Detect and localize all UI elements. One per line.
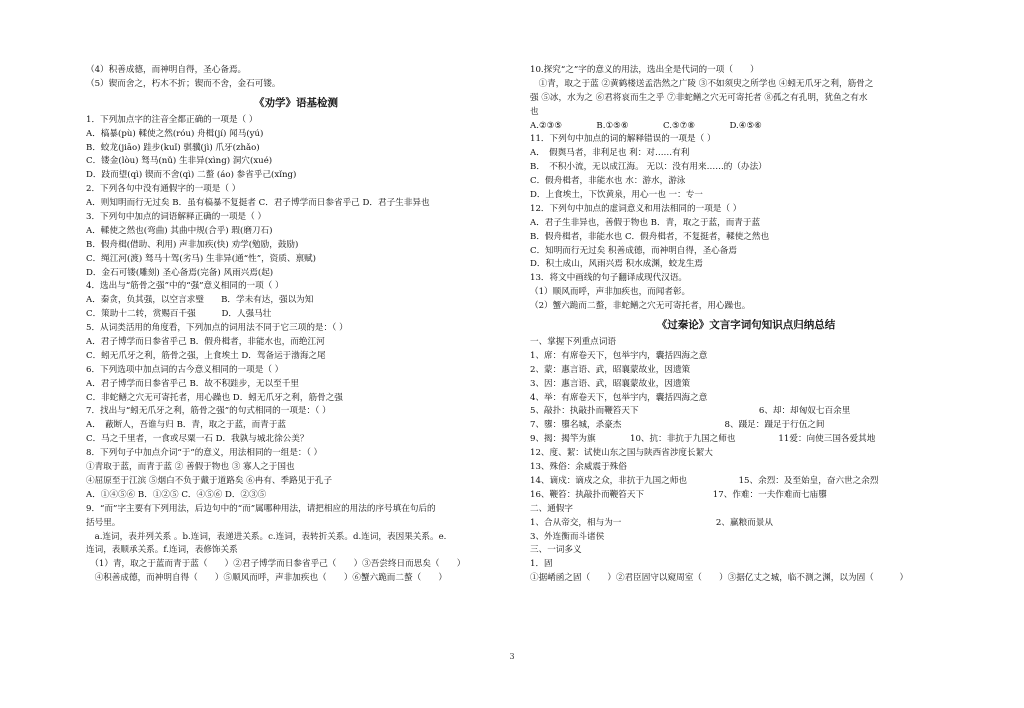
right-column [530, 64, 962, 586]
text-line: A． 假舆马者，非利足也 利：对……有利 [530, 148, 690, 159]
text-line: 1、席：有席卷天下，包举宇内，囊括四海之意 [530, 350, 708, 361]
text-line: 12、度、絜：试使山东之国与陕西省涉度长絜大 [530, 448, 713, 459]
text-line: C．假舟楫者，非能水也 水：游水，游泳 [530, 176, 686, 187]
section-title-quanxue: 《劝学》语基检测 [254, 96, 338, 109]
text-line: 9、揭：揭竿为旗 10、抗：非抗于九国之师也 11爱：向使三国各爱其地 [530, 434, 876, 445]
text-line: 7．找出与“蚓无爪牙之利，筋骨之强”的句式相同的一项是：（ ） [86, 406, 331, 417]
text-line: 括号里。 [86, 517, 121, 528]
text-line: 4．选出与“筋骨之强”中的“强”意义相同的一项（ ） [86, 281, 284, 292]
text-line: A．①④⑤⑥ B．①②⑤ C．④⑤⑥ D．②③⑤ [86, 489, 267, 500]
text-line: A．君子博学而日参省乎己 B．故不积跬步，无以至千里 [86, 378, 299, 389]
text-line: 2．下列各句中没有通假字的一项是（ ） [86, 184, 241, 195]
text-line: C．非蛇鳝之穴无可寄托者，用心躁也 D．蚓无爪牙之利，筋骨之强 [86, 392, 343, 403]
text-line: C．策助十二转，赏赐百千强 D．人强马壮 [86, 309, 272, 320]
text-line: D．上食埃土，下饮黄泉，用心一也 一：专一 [530, 190, 703, 201]
left-column [86, 64, 506, 586]
text-line: 3、外连衡而斗诸侯 [530, 531, 605, 542]
text-line: 强 ⑤冰，水为之 ⑥君将哀而生之乎 ⑦非蛇鳝之穴无可寄托者 ⑧孤之有孔明，犹鱼之有水 [530, 92, 868, 103]
text-line: （4）积善成德，而神明自得，圣心备焉。 [86, 65, 247, 75]
text-line: A．则知明而行无过矣 B．虽有槁暴不复挺者 C．君子博学而日参省乎己 D．君子生非异也 [86, 198, 430, 209]
right-text-block [530, 336, 962, 586]
text-line: 5、敲扑：执敲扑而鞭笞天下 6、却：却匈奴七百余里 [530, 406, 851, 417]
text-line: 16、鞭笞：执敲扑而鞭笞天下 17、作难：一夫作难而七庙隳 [530, 489, 827, 500]
text-line: A．輮使之然也(弯曲) 其曲中规(合乎) 瑕(磨刀石) [86, 225, 273, 236]
text-line: A． 蔽断人，吾谁与归 B．青，取之于蓝，而青于蓝 [86, 420, 287, 431]
text-line: 连词，表顺承关系。f.连词，表修饰关系 [86, 545, 238, 556]
text-line: ④屈原至于江滨 ⑤烟白不负于戴于道路矣 ⑥冉有、季路见于孔子 [86, 475, 333, 486]
text-line: 5．从词类活用的角度看，下列加点的词用法不同于它三项的是：（ ） [86, 323, 348, 334]
text-line: A．君子博学而日参省乎己 B．假舟楫者，非能水也，而绝江河 [86, 337, 325, 348]
text-line: A．槁暴(pù) 輮使之然(róu) 舟楫(jí) 闻马(yú) [86, 128, 264, 139]
text-line: 4、举：有席卷天下，包举宇内，囊括四海之意 [530, 392, 708, 403]
text-line: B．蛟龙(jiāo) 跬步(kuǐ) 骐骥(jì) 爪牙(zhǎo) [86, 142, 260, 153]
text-line: 13．将文中画线的句子翻译成现代汉语。 [530, 273, 688, 284]
text-line: 3、因：惠言语、武，昭襄蒙故业，因遗策 [530, 378, 691, 389]
text-line: B． 不积小流，无以成江海。 无以：没有用来……的（办法） [530, 162, 767, 173]
section-title-guoqinlun: 《过秦论》文言字词句知识点归纳总结 [656, 319, 836, 332]
text-line: 10.探究“之”字的意义的用法，选出全是代词的一项（ ） [530, 65, 759, 75]
text-line: 13、殊俗：余威震于殊俗 [530, 462, 627, 473]
text-line: 2、蒙：惠言语、武，昭襄蒙故业，因遗策 [530, 364, 691, 375]
text-line: ④积善成德，而神明自得（ ）⑤顺风而呼，声非加疾也（ ）⑥蟹六跪而二螯（ ） [86, 573, 447, 584]
text-line: B．假舟楫者，非能水也 C．假舟楫者，不复挺者，輮使之然也 [530, 231, 770, 242]
text-line: ①青，取之于蓝 ②黄鹤楼送孟浩然之广陵 ③不如须臾之所学也 ④蚓无爪牙之利，筋骨之 [530, 78, 874, 89]
text-line: 8．下列句子中加点介词“于”的意义，用法相同的一组是：（ ） [86, 448, 323, 459]
text-line: 三、一词多义 [530, 545, 582, 556]
text-line: 一、掌握下列重点词语 [530, 337, 616, 348]
text-line: 1．固 [530, 559, 553, 570]
text-line: C．镂金(lòu) 驽马(nǔ) 生非异(xìng) 洞穴(xué) [86, 156, 273, 167]
text-line: C．绳江河(渡) 驽马十驾(劣马) 生非异(通“性”，资质、禀赋) [86, 253, 317, 264]
text-line: （5）锲而舍之，朽木不折；锲而不舍，金石可镂。 [86, 78, 281, 89]
text-line: ①青取于蓝，而青于蓝 ② 善假于物也 ③ 寡人之于国也 [86, 462, 295, 473]
text-line: C．马之千里者，一食或尽粟一石 D．我孰与城北徐公美？ [86, 434, 309, 445]
page-number: 3 [509, 652, 515, 661]
right-text-block-top [530, 64, 962, 314]
text-line: D．金石可镂(雕刻) 圣心备焉(完备) 风雨兴焉(起) [86, 267, 274, 278]
text-line: 6．下列选项中加点词的古今意义相同的一项是（ ） [86, 364, 284, 375]
text-line: 14、谪戍：谪戍之众，非抗于九国之师也 15、余烈：及至始皇，奋六世之余烈 [530, 475, 879, 486]
text-line: （1）青，取之于蓝而青于蓝（ ）②君子博学而日参省乎己（ ）③吾尝终日而思矣（ ） [86, 559, 466, 570]
text-line: 也 [530, 106, 539, 117]
text-line: C．蚓无爪牙之利，筋骨之强，上食埃土 D．驾备运于渤海之尾 [86, 350, 326, 361]
text-line: D．积土成山，风雨兴焉 积水成渊，蛟龙生焉 [530, 259, 703, 270]
text-line: 11．下列句中加点的词的解释错误的一项是（ ） [530, 134, 716, 145]
text-line: C．知明而行无过矣 积善成德，而神明自得，圣心备焉 [530, 245, 737, 256]
text-line: A．君子生非异也，善假于物也 B．青，取之于蓝，而青于蓝 [530, 217, 761, 228]
text-line: ①据崤函之固（ ）②君臣固守以窥周室（ ）③据亿丈之城，临不测之渊，以为固（ ） [530, 573, 909, 584]
text-line: 9．“而”字主要有下列用法，后边句中的“而”属哪种用法，请把相应的用法的序号填在句后的 [86, 503, 436, 514]
text-line: 12．下列句中加点的虚词意义和用法相同的一项是（ ） [530, 203, 742, 214]
text-line: a.连词，表并列关系 。b.连词，表递进关系。c.连词，表转折关系。d.连词，表因果关系。e. [86, 531, 447, 542]
left-text-block [86, 114, 506, 586]
text-line: B．假舟楫(借助、利用) 声非加疾(快) 劝学(勉励，鼓励) [86, 239, 299, 250]
text-line: （1）顺风而呼，声非加疾也，而闻者彰。 [530, 287, 691, 298]
text-line: （2）蟹六跪而二螯，非蛇鳝之穴无可寄托者，用心躁也。 [530, 301, 751, 312]
text-line: 1、合从帝交，相与为一 2、赢粮而景从 [530, 517, 773, 528]
text-line: 7、隳：隳名城，杀豪杰 8、蹑足：蹑足于行伍之间 [530, 420, 825, 431]
text-line: A．秦贪，负其强，以空言求璧 B．学未有达，强以为知 [86, 295, 314, 306]
text-line: 3．下列句中加点的词语解释正确的一项是（ ） [86, 212, 267, 223]
text-line: 1．下列加点字的注音全都正确的一项是（ ） [86, 114, 258, 125]
text-line: 二、通假字 [530, 503, 573, 514]
text-line: D．跂而望(qì) 锲而不舍(qì) 二螯 (áo) 参省乎己(xǐng) [86, 170, 297, 181]
text-line: A.②③⑤ B.①⑤⑥ C.⑤⑦⑧ D.④⑤⑥ [530, 120, 762, 131]
